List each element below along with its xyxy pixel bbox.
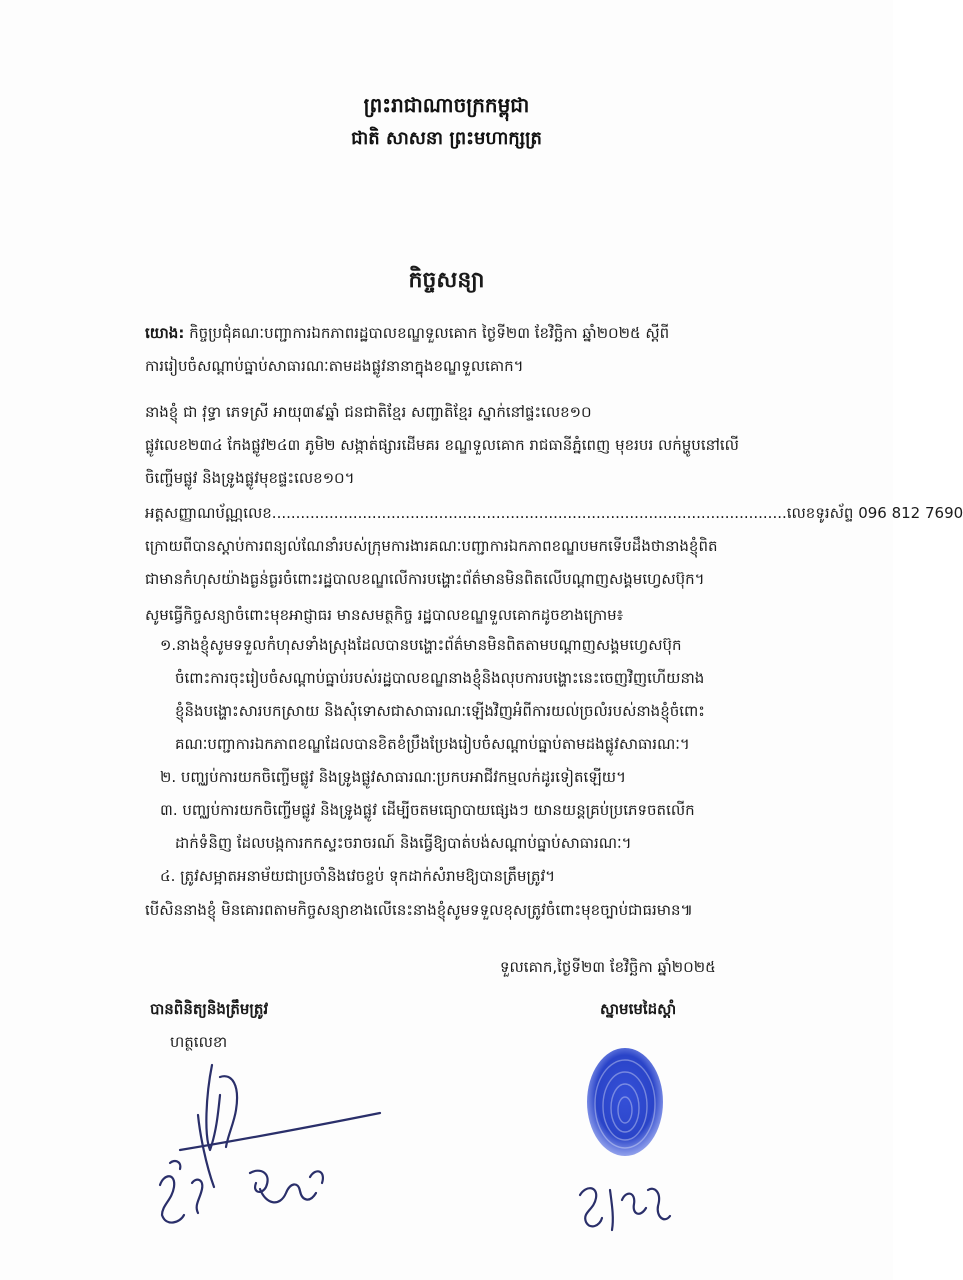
item-3-line-1: ៣. បញ្ឈប់ការយកចិញ្ចើមផ្លូវ និងទ្រូងផ្លូវ ដើម្បីចតមធ្យោបាយផ្សេងៗ យានយន្តគ្រប់ប្រភេទចតលើក [160, 801, 695, 819]
thumbprint-title: ស្នាមមេដៃស្តាំ [600, 1000, 677, 1018]
item-1-line-1: ១.នាងខ្ញុំសូមទទួលកំហុសទាំងស្រុងដែលបានបង្ហោះព័ត៌មានមិនពិតតាមបណ្តាញសង្គមហ្វេសប៊ុក [160, 636, 682, 654]
subject-label: យោង: [145, 324, 185, 342]
subject-line-1 [145, 323, 669, 343]
signature-label: ហត្ថលេខា [170, 1033, 228, 1051]
fingerprint-mark [570, 1040, 680, 1240]
item-1-line-4: គណៈបញ្ជាការឯកភាពខណ្ឌដែលបានខិតខំប្រឹងប្រែងរៀបចំសណ្តាប់ធ្នាប់តាមដងផ្លូវសាធារណៈ។ [175, 735, 690, 753]
subject-line-2: ការរៀបចំសណ្តាប់ធ្នាប់សាធារណៈតាមដងផ្លូវនានាក្នុងខណ្ឌទួលគោក។ [145, 357, 524, 375]
official-signature [140, 1055, 390, 1235]
identity-line-1: នាងខ្ញុំ ជា វុទ្ធា ភេទស្រី អាយុ៣៩ឆ្នាំ ជនជាតិខ្មែរ សញ្ជាតិខ្មែរ ស្នាក់នៅផ្ទះលេខ១០ [145, 403, 592, 421]
identity-line-2: ផ្លូវលេខ២៣៤ កែងផ្លូវ២៤៣ ភូមិ២ សង្កាត់ផ្សារដើមគរ ខណ្ឌទួលគោក រាជធានីភ្នំពេញ មុខរបរ លក់ម្ហូបនៅលើ [145, 436, 739, 454]
item-1-line-3: ខ្ញុំនិងបង្ហោះសារបកស្រាយ និងសុំទោសជាសាធារណៈឡើងវិញអំពីការយល់ច្រលំរបស់នាងខ្ញុំចំពោះ [175, 702, 705, 720]
verified-title: បានពិនិត្យនិងត្រឹមត្រូវ [150, 1000, 269, 1018]
item-1-line-2: ចំពោះការចុះរៀបចំសណ្តាប់ធ្នាប់របស់រដ្ឋបាលខណ្ឌនាងខ្ញុំនិងលុបការបង្ហោះនេះចេញវិញហើយនាង [175, 669, 705, 687]
id-card-line [145, 503, 963, 523]
place-and-date: ទួលគោក,ថ្ងៃទី២៣ ខែវិច្ឆិកា ឆ្នាំ២០២៥ [500, 958, 716, 976]
kingdom-header: ព្រះរាជាណាចក្រកម្ពុជា [363, 93, 530, 117]
phone-label: លេខទូរស័ព្ទ [786, 504, 854, 522]
after-hearing-line-1: ក្រោយពីបានស្តាប់ការពន្យល់ណែនាំរបស់ក្រុមការងារគណៈបញ្ជាការឯកភាពខណ្ឌបមកទើបដឹងថានាងខ្ញុំពិត [145, 537, 718, 555]
after-hearing-line-2: ជាមានកំហុសយ៉ាងធ្ងន់ធ្ងរចំពោះរដ្ឋបាលខណ្ឌលើការបង្ហោះព័ត៌មានមិនពិតលើបណ្តាញសង្គមហ្វេសប៊ុក។ [145, 570, 705, 588]
national-motto: ជាតិ សាសនា ព្រះមហាក្សត្រ [351, 128, 542, 149]
document-title: កិច្ចសន្យា [408, 268, 485, 293]
id-card-dots: ............................................................................................................ [271, 504, 787, 522]
phone-number: 096 812 7690 [858, 504, 963, 522]
closing-statement: បើសិននាងខ្ញុំ មិនគោរពតាមកិច្ចសន្យាខាងលើនេះនាងខ្ញុំសូមទទួលខុសត្រូវចំពោះមុខច្បាប់ជាធរមាន៕ [145, 901, 694, 919]
item-4: ៤. ត្រូវសម្អាតអនាម័យជាប្រចាំនិងវេចខ្ចប់ ទុកដាក់សំរាមឱ្យបានត្រឹមត្រូវ។ [160, 867, 556, 885]
item-3-line-2: ដាក់ទំនិញ ដែលបង្កការកកស្ទះចរាចរណ៍ និងធ្វើឱ្យបាត់បង់សណ្តាប់ធ្នាប់សាធារណៈ។ [175, 834, 632, 852]
intro-line: សូមធ្វើកិច្ចសន្យាចំពោះមុខអាជ្ញាធរ មានសមត្ថកិច្ច រដ្ឋបាលខណ្ឌទួលគោកដូចខាងក្រោម៖ [145, 606, 624, 624]
id-card-label: អត្តសញ្ញាណប័ណ្ណលេខ [145, 504, 272, 522]
item-2: ២. បញ្ឈប់ការយកចិញ្ចើមផ្លូវ និងទ្រូងផ្លូវសាធារណៈប្រកបអាជីវកម្មលក់ដូរទៀតឡើយ។ [160, 768, 626, 786]
subject-text-1: កិច្ចប្រជុំគណៈបញ្ជាការឯកភាពរដ្ឋបាលខណ្ឌទួលគោក ថ្ងៃទី២៣ ខែវិច្ឆិកា ឆ្នាំ២០២៥ ស្តីពី [189, 324, 670, 342]
identity-line-3: ចិញ្ចើមផ្លូវ និងទ្រូងផ្លូវមុខផ្ទះលេខ១០។ [145, 469, 355, 487]
